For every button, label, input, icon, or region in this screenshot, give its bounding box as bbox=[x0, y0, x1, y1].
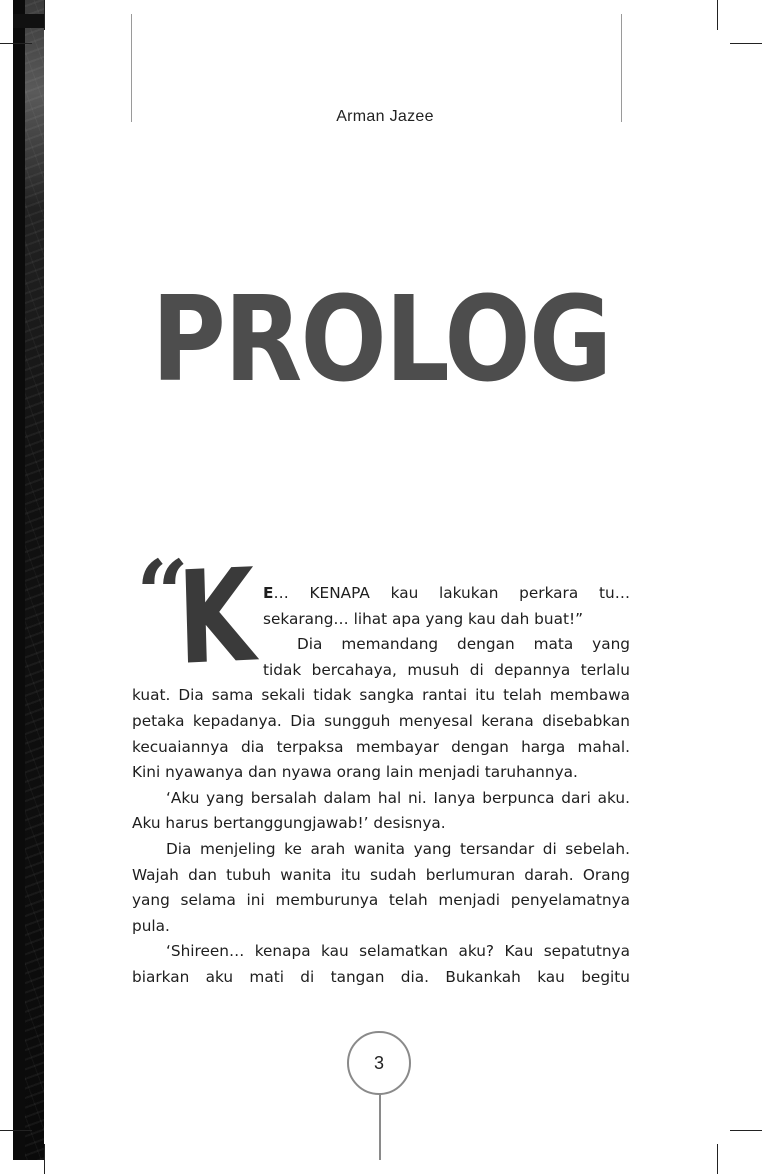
text-line-14: pula. bbox=[132, 916, 170, 935]
text-line-15: ‘Shireen… kenapa kau selamatkan aku? Kau sepatutnya bbox=[166, 942, 630, 961]
crop-mark-bottom-left-v bbox=[44, 1144, 45, 1174]
text-line-12: Wajah dan tubuh wanita itu sudah berlumuran darah. Orang bbox=[132, 865, 630, 884]
page-number: 3 bbox=[347, 1031, 411, 1095]
text-line-6: petaka kepadanya. Dia sungguh menyesal kerana disebabkan bbox=[132, 711, 630, 730]
running-header-author: Arman Jazee bbox=[336, 108, 434, 125]
drop-quote-mark: “ bbox=[136, 540, 181, 648]
header-rule-left bbox=[131, 14, 132, 122]
text-line-16: biarkan aku mati di tangan dia. Bukankah kau begitu bbox=[132, 967, 630, 986]
text-line-1 bbox=[263, 581, 630, 607]
spine-edge bbox=[13, 0, 25, 1160]
chapter-title: PROLOG bbox=[151, 270, 611, 408]
crop-mark-top-left-h bbox=[0, 43, 32, 44]
text-line-1-rest: … KENAPA kau lakukan perkara tu… bbox=[273, 584, 630, 602]
bold-initial: E bbox=[263, 584, 274, 602]
book-spine-strip bbox=[13, 0, 44, 1160]
text-line-4: tidak bercahaya, musuh di depannya terlalu bbox=[263, 660, 630, 679]
drop-cap-paragraph bbox=[263, 581, 630, 683]
spine-cap bbox=[13, 14, 44, 28]
text-line-5: kuat. Dia sama sekali tidak sangka rantai itu telah membawa bbox=[132, 686, 630, 705]
text-line-11: Dia menjeling ke arah wanita yang tersandar di sebelah. bbox=[166, 839, 630, 858]
text-line-9: ‘Aku yang bersalah dalam hal ni. Ianya berpunca dari aku. bbox=[166, 788, 630, 807]
drop-cap-letter: K bbox=[175, 541, 258, 694]
text-line-8: Kini nyawanya dan nyawa orang lain menjadi taruhannya. bbox=[132, 763, 578, 782]
crop-mark-bottom-left-h bbox=[0, 1130, 32, 1131]
text-line-3: Dia memandang dengan mata yang bbox=[297, 635, 630, 654]
crop-mark-top-right-h bbox=[730, 43, 762, 44]
crop-mark-top-left-v bbox=[44, 0, 45, 30]
text-line-10: Aku harus bertanggungjawab!’ desisnya. bbox=[132, 814, 446, 833]
page-number-stem bbox=[379, 1095, 381, 1160]
text-line-2: sekarang… lihat apa yang kau dah buat!” bbox=[263, 609, 584, 628]
header-rule-right bbox=[621, 14, 622, 122]
text-line-7: kecuaiannya dia terpaksa membayar dengan harga mahal. bbox=[132, 737, 630, 756]
crop-mark-top-right-v bbox=[717, 0, 718, 30]
crop-mark-bottom-right-v bbox=[717, 1144, 718, 1174]
crop-mark-bottom-right-h bbox=[730, 1130, 762, 1131]
text-line-13: yang selama ini memburunya telah menjadi penyelamatnya bbox=[132, 891, 630, 910]
body-text bbox=[132, 683, 630, 990]
